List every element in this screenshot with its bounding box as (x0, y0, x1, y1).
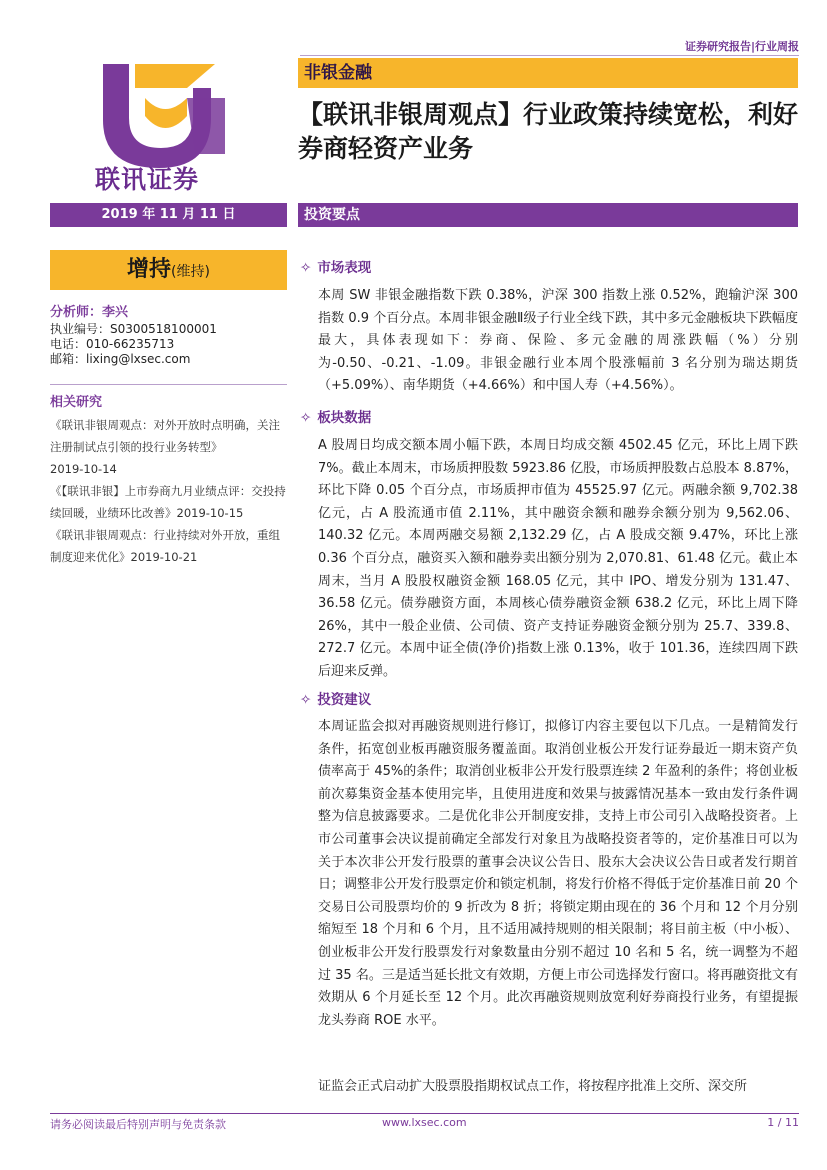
report-title: 【联讯非银周观点】行业政策持续宽松，利好券商轻资产业务 (298, 100, 799, 163)
analyst-phone: 电话：010-66235713 (50, 337, 175, 351)
section-body-investment-advice-continued: 证监会正式启动扩大股票股指期权试点工作，将按程序批准上交所、深交所 (318, 1079, 748, 1094)
related-item-date: 2019-10-14 (50, 462, 117, 476)
report-date: 2019 年 11 月 11 日 (50, 203, 287, 227)
analyst-email[interactable]: 邮箱：lixing@lxsec.com (50, 352, 191, 366)
related-item[interactable]: 《联讯非银周观点：行业持续对外开放，重组制度迎来优化》2019-10-21 (50, 528, 280, 564)
footer-disclaimer: 请务必阅读最后特别声明与免责条款 (50, 1118, 226, 1131)
rating-box (50, 250, 287, 290)
summary-heading: 投资要点 (298, 203, 798, 227)
diamond-icon: ✧ (300, 692, 312, 708)
related-research (50, 392, 290, 568)
section-body-sector-data: A 股周日均成交额本周小幅下跌，本周日均成交额 4502.45 亿元，环比上周下跌 7%。截止本周末，市场质押股数 5923.86 亿股，市场质押股数占总股本 8.87%，环比下降 0.05 个百分点，市场质押市值为 45525.97 亿元。两融余额 9,702.38 亿元，占 A 股流通市值 2.11%，其中融资余额和融券余额分别为 9,562.06、140.32 亿元。本周两融交易额 2,132.29 亿，占 A 股成交额 9.47%，环比上涨 0.36 个百分点，融资买入额和融券卖出额分别为 2,070.81、61.48 亿元。截止本周末，当月 A 股股权融资金额 168.05 亿元，其中 IPO、增发分别为 131.47、36.58 亿元。债券融资方面，本周核心债券融资金额 638.2 亿元，环比上周下降 26%，其中一般企业债、公司债、资产支持证券融资金额分别为 25.7、339.8、272.7 亿元。本周中证全债(净价)指数上涨 0.13%，收于 101.36，连续四周下跌后迎来反弹。 (318, 438, 798, 679)
footer-divider (50, 1113, 799, 1114)
footer-website[interactable]: www.lxsec.com (382, 1116, 467, 1129)
sidebar-divider (50, 384, 287, 385)
diamond-icon: ✧ (300, 410, 312, 426)
header-divider (300, 55, 799, 56)
related-item[interactable]: 《【联讯非银】上市券商九月业绩点评：交投持续回暖，业绩环比改善》2019-10-15 (50, 484, 286, 520)
section-heading-investment-advice: ✧ 投资建议 (300, 692, 372, 708)
section-body-market: 本周 SW 非银金融指数下跌 0.38%，沪深 300 指数上涨 0.52%，跑输沪深 300 指数 0.9 个百分点。本周非银金融Ⅱ级子行业全线下跌，其中多元金融板块下跌幅度最大，具体表现如下：券商、保险、多元金融的周涨跌幅（%）分别为-0.50、-0.21、-1.09。非银金融行业本周个股涨幅前 3 名分别为瑞达期货（+5.09%）、南华期货（+4.66%）和中国人寿（+4.56%）。 (318, 288, 798, 394)
section-heading-market: ✧ 市场表现 (300, 260, 372, 276)
analyst-info (50, 304, 290, 367)
sector-label: 非银金融 (298, 58, 798, 88)
related-item[interactable]: 《联讯非银周观点：对外开放时点明确，关注注册制试点引领的投行业务转型》 (50, 418, 280, 454)
rating-value: 增持 (127, 257, 172, 282)
section-body-investment-advice: 本周证监会拟对再融资规则进行修订，拟修订内容主要包以下几点。一是精简发行条件，拓宽创业板再融资服务覆盖面。取消创业板公开发行证券最近一期末资产负债率高于 45%的条件；取消创业板非公开发行股票连续 2 年盈利的条件；将创业板前次募集资金基本使用完毕，且使用进度和效果与披露情况基本一致由发行条件调整为信息披露要求。二是优化非公开制度安排，支持上市公司引入战略投资者。上市公司董事会决议提前确定全部发行对象且为战略投资者等的，定价基准日可以为关于本次非公开发行股票的董事会决议公告日、股东大会决议公告日或者发行期首日；调整非公开发行股票定价和锁定机制，将发行价格不得低于定价基准日前 20 个交易日公司股票均价的 9 折改为 8 折；将锁定期由现在的 36 个月和 12 个月分别缩短至 18 个月和 6 个月，且不适用减持规则的相关限制；将目前主板（中小板）、创业板非公开发行股票发行对象数量由分别不超过 10 名和 5 名，统一调整为不超过 35 名。三是适当延长批文有效期，方便上市公司选择发行窗口。将再融资批文有效期从 6 个月延长至 12 个月。此次再融资规则放宽利好券商投行业务，有望提振龙头券商 ROE 水平。 (318, 719, 798, 1028)
company-logo-text: 联讯证券 (95, 165, 200, 194)
diamond-icon: ✧ (300, 260, 312, 276)
section-heading-sector-data: ✧ 板块数据 (300, 410, 372, 426)
related-research-heading: 相关研究 (50, 395, 103, 410)
page-number: 1 / 11 (767, 1116, 799, 1129)
rating-status: (维持) (171, 264, 210, 280)
analyst-name: 分析师：李兴 (50, 305, 129, 320)
analyst-license: 执业编号：S0300518100001 (50, 322, 217, 336)
report-type-tag: 证券研究报告|行业周报 (684, 40, 799, 53)
